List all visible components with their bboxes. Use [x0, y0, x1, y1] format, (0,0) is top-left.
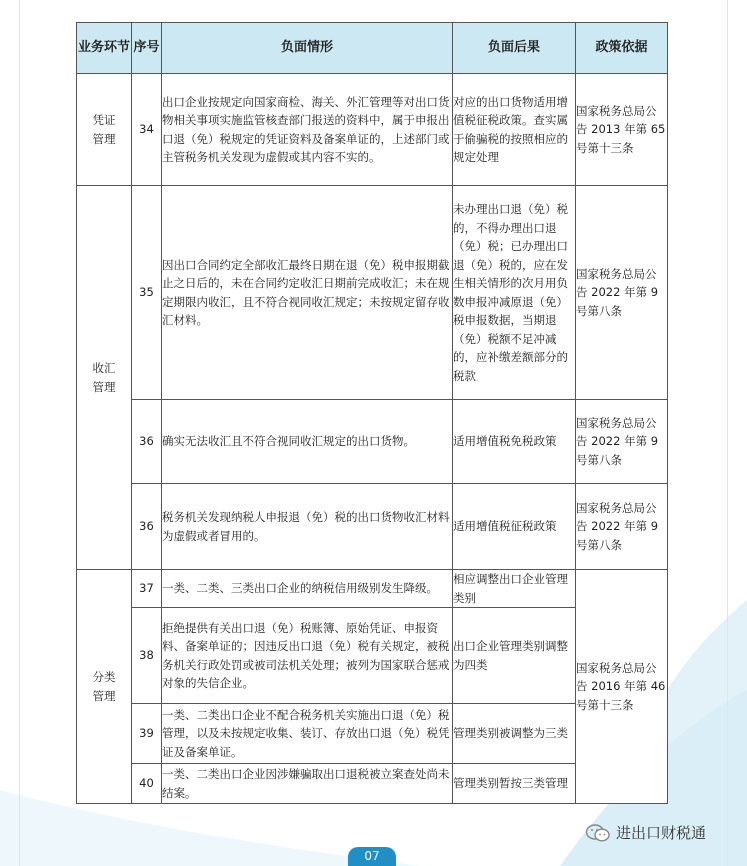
- category-cell: 分类管理: [77, 570, 132, 804]
- row-number: 36: [132, 400, 162, 484]
- consequence-cell: 未办理出口退（免）税的，不得办理出口退（免）税；已办理出口退（免）税的，应在发生相关情形的次月用负数申报冲减原退（免）税申报数据，当期退（免）税额不足冲减的，应补缴差额部分的税款: [453, 186, 576, 400]
- decor-line: [19, 0, 20, 866]
- header-row: [77, 23, 668, 74]
- header-category: 业务环节: [77, 23, 132, 74]
- consequence-cell: 对应的出口货物适用增值税征税政策。查实属于偷骗税的按照相应的规定处理: [453, 74, 576, 186]
- situation-cell: 出口企业按规定向国家商检、海关、外汇管理等对出口货物相关事项实施监管核查部门报送的资料中，属于申报出口退（免）税规定的凭证资料及备案单证的，上述部门或主管税务机关发现为虚假或其内容不实的。: [162, 74, 453, 186]
- table-row: [77, 74, 668, 186]
- table-row: [77, 186, 668, 400]
- situation-cell: 税务机关发现纳税人申报退（免）税的出口货物收汇材料为虚假或者冒用的。: [162, 484, 453, 570]
- table-row: [77, 570, 668, 608]
- watermark: [585, 822, 706, 843]
- row-number: 38: [132, 608, 162, 704]
- basis-cell: 国家税务总局公告 2022 年第 9 号第八条: [576, 186, 668, 400]
- table-row: [77, 400, 668, 484]
- basis-cell: 国家税务总局公告 2016 年第 46 号第十三条: [576, 570, 668, 804]
- watermark-text: 进出口财税通: [616, 824, 707, 842]
- decor-line: [727, 0, 728, 866]
- row-number: 36: [132, 484, 162, 570]
- consequence-cell: 适用增值税免税政策: [453, 400, 576, 484]
- category-cell: 凭证管理: [77, 74, 132, 186]
- table-row: [77, 484, 668, 570]
- page-number: 07: [348, 847, 396, 866]
- situation-cell: 确实无法收汇且不符合视同收汇规定的出口货物。: [162, 400, 453, 484]
- header-basis: 政策依据: [576, 23, 668, 74]
- policy-table: [76, 22, 668, 804]
- header-consequence: 负面后果: [453, 23, 576, 74]
- consequence-cell: 管理类别暂按三类管理: [453, 764, 576, 804]
- category-cell: 收汇管理: [77, 186, 132, 570]
- situation-cell: 一类、二类出口企业不配合税务机关实施出口退（免）税管理，以及未按规定收集、装订、存放出口退（免）税凭证及备案单证。: [162, 704, 453, 764]
- row-number: 39: [132, 704, 162, 764]
- header-situation: 负面情形: [162, 23, 453, 74]
- row-number: 34: [132, 74, 162, 186]
- wechat-icon: [585, 823, 611, 843]
- situation-cell: 拒绝提供有关出口退（免）税账簿、原始凭证、申报资料、备案单证的；因违反出口退（免）税有关规定，被税务机关行政处罚或被司法机关处理；被列为国家联合惩戒对象的失信企业。: [162, 608, 453, 704]
- row-number: 40: [132, 764, 162, 804]
- situation-cell: 一类、二类、三类出口企业的纳税信用级别发生降级。: [162, 570, 453, 608]
- row-number: 35: [132, 186, 162, 400]
- consequence-cell: 适用增值税征税政策: [453, 484, 576, 570]
- situation-cell: 因出口合同约定全部收汇最终日期在退（免）税申报期截止之日后的，未在合同约定收汇日期前完成收汇；未在规定期限内收汇，且不符合视同收汇规定；未按规定留存收汇材料。: [162, 186, 453, 400]
- situation-cell: 一类、二类出口企业因涉嫌骗取出口退税被立案查处尚未结案。: [162, 764, 453, 804]
- consequence-cell: 管理类别被调整为三类: [453, 704, 576, 764]
- consequence-cell: 相应调整出口企业管理类别: [453, 570, 576, 608]
- basis-cell: 国家税务总局公告 2022 年第 9 号第八条: [576, 484, 668, 570]
- row-number: 37: [132, 570, 162, 608]
- basis-cell: 国家税务总局公告 2013 年第 65 号第十三条: [576, 74, 668, 186]
- consequence-cell: 出口企业管理类别调整为四类: [453, 608, 576, 704]
- basis-cell: 国家税务总局公告 2022 年第 9 号第八条: [576, 400, 668, 484]
- header-number: 序号: [132, 23, 162, 74]
